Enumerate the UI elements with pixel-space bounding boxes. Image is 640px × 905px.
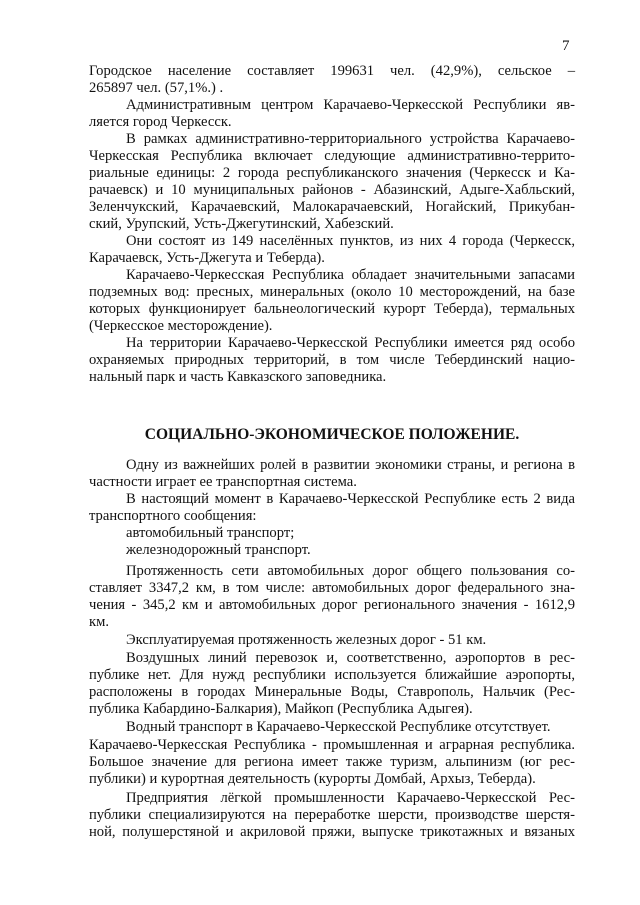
text-line: Карачаево-Черкесская Республика обладает значительными запасами: [126, 267, 575, 283]
text-line: Предприятия лёгкой промышленности Карачаево-Черкесской Рес-: [126, 790, 575, 806]
section-heading: СОЦИАЛЬНО-ЭКОНОМИЧЕСКОЕ ПОЛОЖЕНИЕ.: [144, 426, 520, 443]
text-line: транспортного сообщения:: [89, 508, 257, 524]
text-line: Зеленчукский, Карачаевский, Малокарачаевский, Ногайский, Прикубан-: [89, 199, 575, 215]
text-line: Административным центром Карачаево-Черкесской Республики яв-: [126, 97, 575, 113]
text-line: Они состоят из 149 населённых пунктов, из них 4 города (Черкесск,: [126, 233, 575, 249]
text-line: В рамках административно-территориального устройства Карачаево-: [126, 131, 575, 147]
text-line: Одну из важнейших ролей в развитии экономики страны, и региона в: [126, 457, 575, 473]
text-line: Городское население составляет 199631 чел. (42,9%), сельское –: [89, 63, 575, 79]
text-line: нальный парк и часть Кавказского заповедника.: [89, 369, 387, 385]
text-line: км.: [89, 614, 109, 630]
text-line: Протяженность сети автомобильных дорог общего пользования со-: [126, 563, 575, 579]
text-line: Эксплуатируемая протяженность железных дорог - 51 км.: [126, 632, 487, 648]
text-line: ной, полушерстяной и акриловой пряжи, выпуске трикотажных и вязаных: [89, 824, 575, 840]
text-line: чения - 345,2 км и автомобильных дорог регионального значения - 1612,9: [89, 597, 575, 613]
text-line: Карачаево-Черкесская Республика - промышленная и аграрная республика.: [89, 737, 575, 753]
text-line: Воздушных линий перевозок и, соответственно, аэропортов в рес-: [126, 650, 575, 666]
text-line: Карачаевск, Усть-Джегута и Теберда).: [89, 250, 325, 266]
text-line: расположены в городах Минеральные Воды, Ставрополь, Нальчик (Рес-: [89, 684, 575, 700]
page-number: 7: [562, 38, 570, 54]
text-line: (Черкесское месторождение).: [89, 318, 273, 334]
text-line: ский, Урупский, Усть-Джегутинский, Хабезский.: [89, 216, 394, 232]
text-line: подземных вод: пресных, минеральных (около 10 месторождений, на базе: [89, 284, 575, 300]
text-line: частности играет ее транспортная система.: [89, 474, 357, 490]
text-line: рачаевск) и 10 муниципальных районов - Абазинский, Адыге-Хабльский,: [89, 182, 575, 198]
text-line: публики) и курортная деятельность (курорты Домбай, Архыз, Теберда).: [89, 771, 536, 787]
text-line: которых функционирует бальнеологический курорт Теберда), термальных: [89, 301, 575, 317]
text-line: На территории Карачаево-Черкесской Республики имеется ряд особо: [126, 335, 575, 351]
list-item: железнодорожный транспорт.: [126, 542, 311, 558]
text-line: ляется город Черкесск.: [89, 114, 232, 130]
text-line: В настоящий момент в Карачаево-Черкесской Республике есть 2 вида: [126, 491, 575, 507]
text-line: Большое значение для региона имеет также туризм, альпинизм (юг рес-: [89, 754, 575, 770]
text-line: публике нет. Для нужд республики используется ближайшие аэропорты,: [89, 667, 575, 683]
text-line: охраняемых природных территорий, в том числе Тебердинский нацио-: [89, 352, 575, 368]
text-line: Черкесская Республика включает следующие административно-террито-: [89, 148, 575, 164]
text-line: 265897 чел. (57,1%.) .: [89, 80, 224, 96]
list-item: автомобильный транспорт;: [126, 525, 295, 541]
text-line: публика Кабардино-Балкария), Майкоп (Республика Адыгея).: [89, 701, 473, 717]
text-line: Водный транспорт в Карачаево-Черкесской Республике отсутствует.: [126, 719, 551, 735]
text-line: риальные единицы: 2 города республиканского значения (Черкесск и Ка-: [89, 165, 575, 181]
text-line: публики специализируются на переработке шерсти, производстве шерстя-: [89, 807, 575, 823]
text-line: ставляет 3347,2 км, в том числе: автомобильных дорог федерального зна-: [89, 580, 575, 596]
